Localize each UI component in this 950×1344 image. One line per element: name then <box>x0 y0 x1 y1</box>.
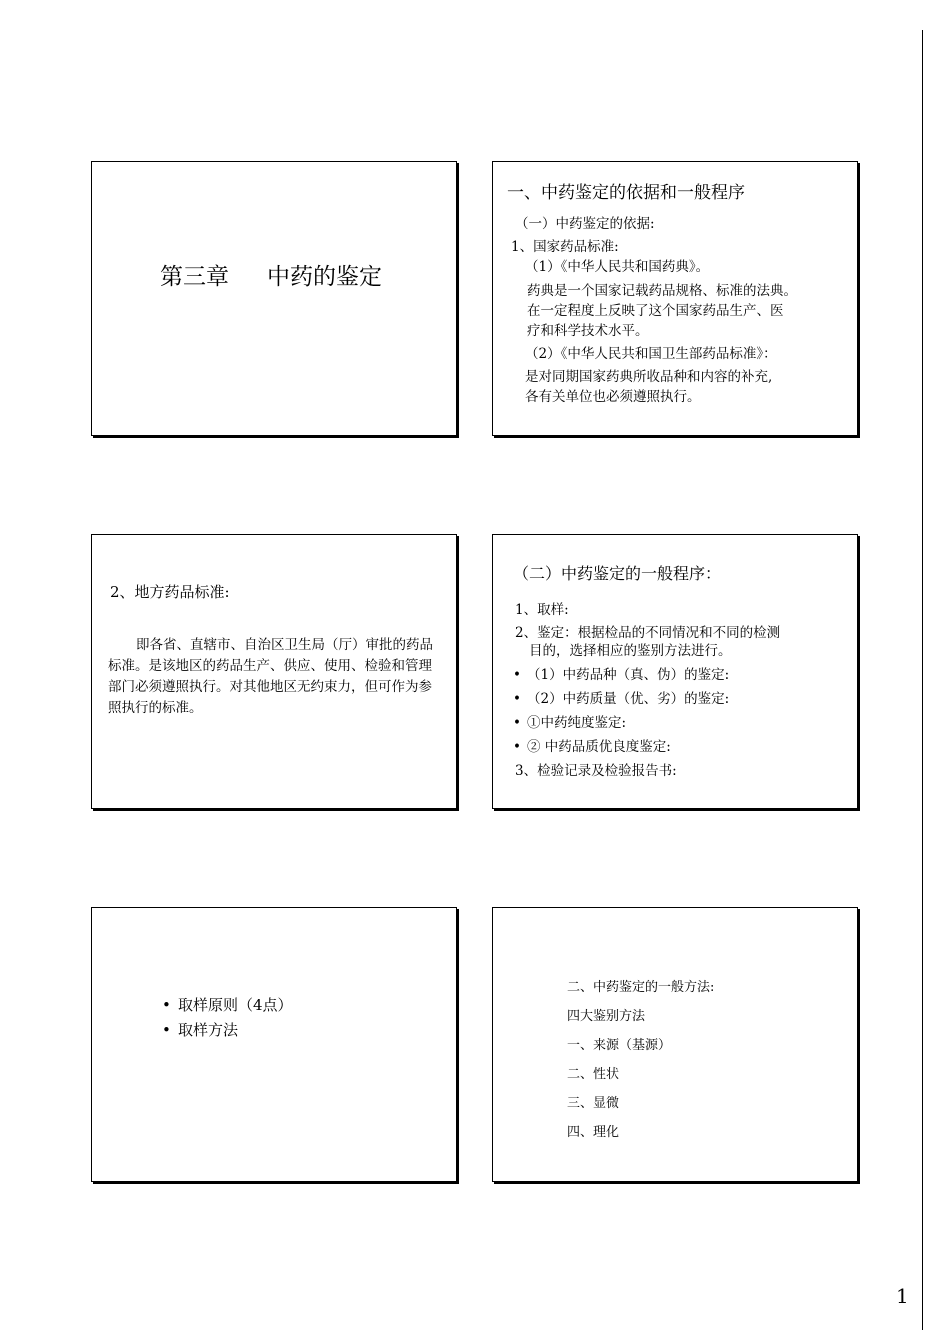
chapter-label: 第三章 <box>160 264 229 290</box>
list-item: • ①中药纯度鉴定: <box>513 715 627 731</box>
method-line: 二、性状 <box>567 1067 620 1082</box>
subheading: （一）中药鉴定的依据: <box>515 216 655 232</box>
slide-2 <box>492 161 858 436</box>
method-line: 一、来源（基源） <box>567 1038 672 1053</box>
list-item: • （1）中药品种（真、伪）的鉴定: <box>513 667 730 683</box>
slide-heading: （二）中药鉴定的一般程序： <box>513 564 722 583</box>
method-line: 二、中药鉴定的一般方法: <box>567 980 715 995</box>
slide-paragraph: 即各省、直辖市、自治区卫生局（厅）审批的药品标准。是该地区的药品生产、供应、使用、检验和管理部门必须遵照执行。对其他地区无约束力，但可作为参照执行的标准。 <box>108 637 433 716</box>
method-line: 三、显微 <box>567 1096 620 1111</box>
desc-2-line-2: 各有关单位也必须遵照执行。 <box>525 389 701 405</box>
slide-6 <box>492 907 858 1182</box>
method-line: 四大鉴别方法 <box>567 1009 646 1024</box>
step-2-line-2: 目的，选择相应的鉴别方法进行。 <box>529 643 732 659</box>
chapter-title: 中药的鉴定 <box>267 264 382 290</box>
slide-heading: 一、中药鉴定的依据和一般程序 <box>507 183 745 203</box>
step-1: 1、取样: <box>515 602 569 618</box>
step-2-line-1: 2、鉴定：根据检品的不同情况和不同的检测 <box>515 625 781 641</box>
item-1: 1、国家药品标准: <box>511 239 619 255</box>
slide-4 <box>492 534 858 809</box>
desc-1-line-2: 在一定程度上反映了这个国家药品生产、医 <box>527 303 784 319</box>
list-item: • （2）中药质量（优、劣）的鉴定: <box>513 691 730 707</box>
margin-rule <box>922 30 923 1330</box>
slide-3 <box>91 534 457 809</box>
step-3: 3、检验记录及检验报告书: <box>515 763 677 779</box>
slide-1 <box>91 161 457 436</box>
item-1-2: （2）《中华人民共和国卫生部药品标准》： <box>525 346 777 362</box>
method-line: 四、理化 <box>567 1125 620 1140</box>
slide-heading: 2、地方药品标准: <box>110 583 230 601</box>
list-item: • ② 中药品质优良度鉴定: <box>513 739 671 755</box>
desc-2-line-1: 是对同期国家药典所收品种和内容的补充, <box>525 369 773 385</box>
item-1-1: （1）《中华人民共和国药典》。 <box>525 259 710 275</box>
page-number: 1 <box>896 1284 909 1308</box>
slide-title <box>160 258 382 291</box>
list-item: • 取样原则（4点） <box>162 996 293 1014</box>
desc-1-line-3: 疗和科学技术水平。 <box>527 323 649 339</box>
list-item: • 取样方法 <box>162 1021 239 1039</box>
slide-5 <box>91 907 457 1182</box>
desc-1-line-1: 药典是一个国家记载药品规格、标准的法典。 <box>527 283 797 299</box>
